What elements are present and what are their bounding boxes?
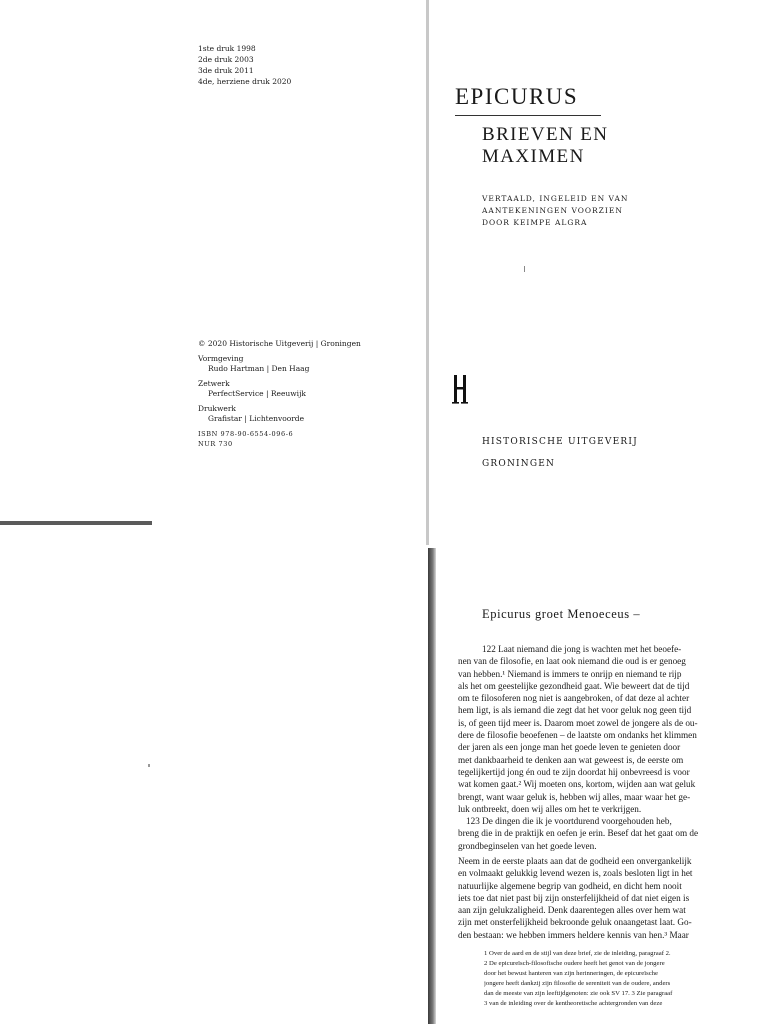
text-line: aan zijn gelukzaligheid. Denk daarentegen alles over hem wat (458, 905, 686, 916)
text-line: tegelijkertijd jong én oud te zijn doordat hij onbevreesd is voor (458, 766, 690, 777)
isbn: ISBN 978-90-6554-096-6 (198, 430, 294, 438)
letter-paragraph (458, 643, 732, 852)
text-line: is, of geen tijd meer is. Daarom moet zowel de jongere als de ou- (458, 717, 698, 728)
letter-heading: Epicurus groet Menoeceus – (482, 607, 641, 621)
title-divider (455, 115, 601, 116)
text-line: en volmaakt gelukkig levend wezen is, zoals besloten ligt in het (458, 868, 693, 879)
translator-line: VERTAALD, INGELEID EN VAN (482, 194, 629, 203)
text-line: om te filosoferen nog niet is aangebroken, of dat deze al achter (458, 693, 690, 704)
text-line: dere de filosofie beoefenen – de laatste om ondanks het klimmen (458, 730, 697, 741)
print-history-line: 2de druk 2003 (198, 55, 254, 64)
design-value: Rudo Hartman | Den Haag (208, 364, 310, 373)
footnote-line: 3 van de inleiding over de kentheoretische achtergronden van deze (484, 999, 663, 1007)
text-line: van hebben.¹ Niemand is immers te onrijp en niemand te rijp (458, 668, 682, 679)
text-line: als het om geestelijke gezondheid gaat. Wie beweert dat de tijd (458, 680, 690, 691)
typeset-label: Zetwerk (198, 379, 230, 388)
text-line: luk ontbreekt, doen wij alles om het te verkrijgen. (458, 803, 642, 814)
copyright-notice: © 2020 Historische Uitgeverij | Groningen (198, 339, 361, 348)
footnote-line: dan de meeste van zijn leeftijdgenoten: zie ook SV 17. 3 Zie paragraaf (484, 989, 673, 997)
print-label: Drukwerk (198, 404, 236, 413)
text-line: nen van de filosofie, en laat ook niemand die oud is er genoeg (458, 656, 686, 667)
scan-speck (524, 266, 525, 272)
letter-paragraph (458, 855, 732, 941)
footnote-line: door het bewust hanteren van zijn herinneringen, de epicureïsche (484, 969, 658, 977)
text-line: der jaren als een jonge man het goede leven te genieten door (458, 742, 681, 753)
text-line: 123 De dingen die ik je voortdurend voorgehouden heb, (466, 816, 672, 827)
text-line: brengt, want waar geluk is, hebben wij alles, maar waar het ge- (458, 791, 691, 802)
footnote-line: jongere heeft dankzij zijn filosofie de sereniteit van de oudere, anders (484, 979, 671, 987)
translator-credit (482, 193, 628, 229)
print-history-line: 3de druk 2011 (198, 66, 254, 75)
page-edge-shadow (0, 521, 152, 525)
book-author: EPICURUS (455, 84, 579, 109)
typeset-value: PerfectService | Reeuwijk (208, 389, 306, 398)
book-title-line: BRIEVEN EN (482, 124, 609, 145)
footnotes (484, 949, 734, 1008)
footnote-line: 2 De epicureïsch-filosofische oudere heeft het genot van de jongere (484, 959, 665, 967)
book-title-line: MAXIMEN (482, 146, 585, 167)
print-value: Grafistar | Lichtenvoorde (208, 414, 305, 423)
scan-speck (148, 764, 150, 767)
footnote-line: 1 Over de aard en de stijl van deze brief, zie de inleiding, paragraaf 2. (484, 950, 671, 957)
design-label: Vormgeving (198, 354, 244, 363)
text-line: 122 Laat niemand die jong is wachten met het beoefe- (482, 644, 682, 654)
page-binding-shadow-dark (428, 548, 436, 1024)
text-line: natuurlijke algemene begrip van godheid, en dicht hem nooit (458, 880, 682, 891)
print-history-line: 1ste druk 1998 (198, 44, 256, 53)
text-line: breng die in de praktijk en oefen je erin. Besef dat het gaat om de (458, 828, 699, 839)
print-history (198, 43, 291, 87)
colophon (198, 339, 361, 449)
text-line: hem ligt, is als iemand die zegt dat het voor geluk nog geen tijd (458, 705, 692, 716)
text-line: met dankbaarheid te denken aan wat geweest is, de eerste om (458, 754, 684, 765)
text-line: wat komen gaat.² Wij moeten ons, kortom, wijden aan wat geluk (458, 779, 696, 790)
h-monogram-icon (452, 373, 468, 405)
nur-code: NUR 730 (198, 440, 233, 448)
text-line: den bestaan: we hebben immers heldere kennis van hen.³ Maar (458, 929, 689, 940)
publisher-name (482, 431, 638, 475)
publisher-line: HISTORISCHE UITGEVERIJ (482, 437, 638, 447)
translator-line: DOOR KEIMPE ALGRA (482, 218, 588, 227)
translator-line: AANTEKENINGEN VOORZIEN (482, 206, 623, 215)
text-line: zijn met onsterfelijkheid bekroonde geluk onaangetast laat. Go- (458, 917, 692, 928)
book-title (482, 124, 608, 168)
text-line: grondbeginselen van het goede leven. (458, 840, 597, 851)
text-line: iets toe dat niet past bij zijn onsterfelijkheid of dat niet eigen is (458, 892, 690, 903)
text-line: Neem in de eerste plaats aan dat de godheid een onvergankelijk (458, 856, 692, 866)
publisher-line: GRONINGEN (482, 459, 556, 469)
print-history-line: 4de, herziene druk 2020 (198, 77, 292, 86)
page-binding-shadow (426, 0, 429, 545)
